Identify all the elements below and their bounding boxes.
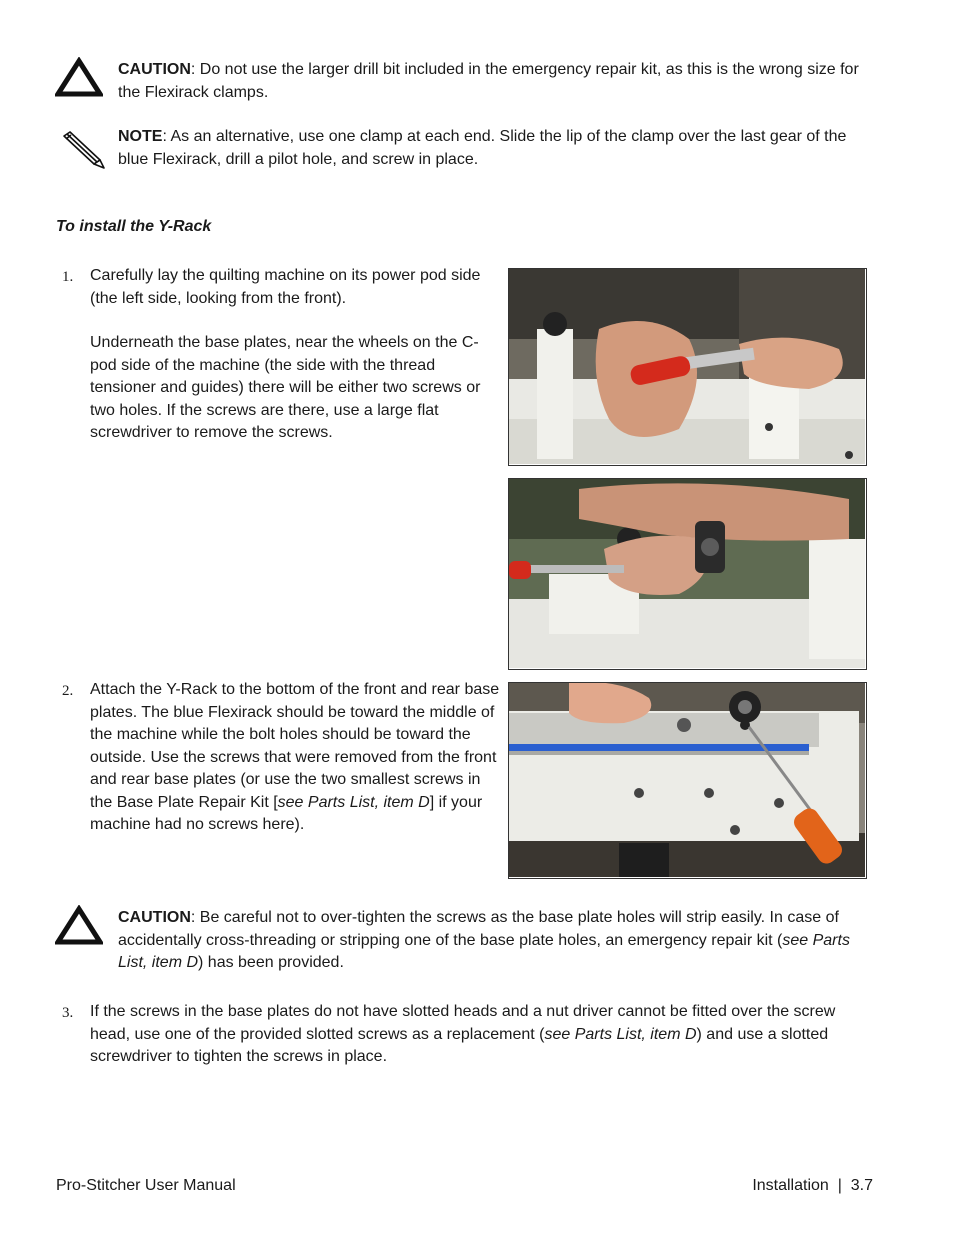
- section-heading: To install the Y-Rack: [56, 218, 212, 235]
- step3-text: [90, 1001, 870, 1069]
- footer-separator: |: [837, 1177, 842, 1194]
- caution-text-before: : Be careful not to over-tighten the screws as the base plate holes will strip easily. In case of accidentally cross-threading or stripping one of the base plate holes, an emergency repair kit (: [118, 909, 839, 949]
- note-text: : As an alternative, use one clamp at each end. Slide the lip of the clamp over the last gear of the blue Flexirack, drill a pilot hole, and screw in place.: [118, 128, 847, 168]
- step2-text-after: ] if your machine had no screws here).: [90, 793, 483, 833]
- caution-text: : Do not use the larger drill bit included in the emergency repair kit, as this is the wrong size for the Flexirack clamps.: [118, 61, 859, 101]
- step3-text-after: ) and use a slotted screwdriver to tighten the screws in place.: [90, 1025, 829, 1065]
- warning-triangle-icon: [55, 905, 103, 945]
- step1-para1: Carefully lay the quilting machine on its power pod side (the left side, looking from the front).: [90, 267, 481, 307]
- footer-page-info: [752, 1175, 873, 1198]
- step1-para2: Underneath the base plates, near the wheels on the C-pod side of the machine (the side with the thread tensioner and guides) there will be either two screws or two holes. If the screws are there, use a large flat screwdriver to remove the screws.: [90, 334, 481, 441]
- step-number: 3.: [62, 1005, 74, 1021]
- step2-text-before: Attach the Y-Rack to the bottom of the front and rear base plates. The blue Flexirack should be toward the middle of the machine while the bolt holes should be toward the outside. Use the screws that were removed from the front and rear base plates (or use the two smallest screws in the Base Plate Repair Kit [: [90, 681, 500, 811]
- step2-text: [90, 679, 500, 837]
- note-block: [118, 126, 868, 171]
- pencil-icon: [58, 130, 106, 170]
- step-number: 2.: [62, 683, 74, 699]
- caution-text-after: ) has been provided.: [198, 954, 344, 971]
- step3-text-before: If the screws in the base plates do not have slotted heads and a nut driver cannot be fitted over the screw head, use one of the provided slotted screws as a replacement (: [90, 1003, 836, 1043]
- warning-triangle-icon: [55, 57, 103, 97]
- caution-block-2: [118, 907, 873, 975]
- photo-yrack-attach: [508, 682, 867, 879]
- step-number: 1.: [62, 269, 74, 285]
- footer-section: Installation: [752, 1177, 829, 1194]
- parts-list-reference: see Parts List, item D: [544, 1025, 697, 1043]
- page-number: 3.7: [850, 1177, 873, 1194]
- caution-label: CAUTION: [118, 61, 191, 78]
- photo-screw-removed: [508, 478, 867, 670]
- parts-list-reference: see Parts List, item D: [118, 931, 850, 971]
- footer-manual-title: Pro-Stitcher User Manual: [56, 1177, 236, 1194]
- caution-block-1: [118, 59, 868, 104]
- note-label: NOTE: [118, 128, 163, 145]
- caution-label: CAUTION: [118, 909, 191, 926]
- photo-screwdriver-removal: [508, 268, 867, 466]
- parts-list-reference: see Parts List, item D: [277, 793, 430, 811]
